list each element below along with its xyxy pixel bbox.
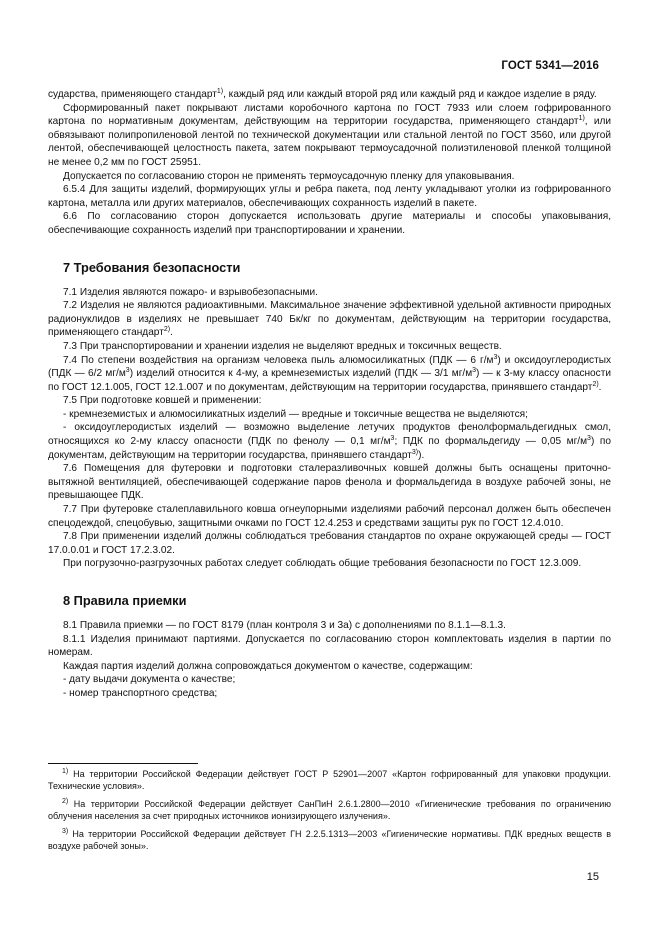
footnote-text: На территории Российской Федерации действует ГОСТ Р 52901—2007 «Картон гофрированный для упаковки продукции. Технические условия». xyxy=(48,769,611,791)
footnote-ref[interactable]: 1) xyxy=(578,115,585,123)
paragraph: Каждая партия изделий должна сопровождаться документом о качестве, содержащим: xyxy=(63,660,473,672)
clause-7-3: 7.3 При транспортировании и хранении изделия не выделяют вредных и токсичных веществ. xyxy=(63,340,502,352)
text-span: ) и оксидоуглеродистых (ПДК — 6/2 мг/м xyxy=(48,354,611,380)
clause-7-5: 7.5 При подготовке ковшей и применении: xyxy=(63,395,262,407)
list-item xyxy=(48,421,611,462)
text-span: , или обвязывают полипропиленовой лентой по технической документации или стальной лентой по ГОСТ 3560, или другой лентой, обеспечивающей целостность пакета, затем покрывают термоусадочной полиэтиленовой пленкой толщиной не менее 0,2 мм по ГОСТ 25951. xyxy=(48,116,611,168)
footnote-divider xyxy=(48,763,198,764)
clause-8-1: 8.1 Правила приемки — по ГОСТ 8179 (план контроля 3 и 3а) с дополнениями по 8.1.1—8.1.3. xyxy=(63,620,506,631)
clause-6-5-4: 6.5.4 Для защиты изделий, формирующих углы и ребра пакета, под ленту укладывают уголки из гофрированного картона, металла или других материалов, обеспечивающих сохранность изделий в пакете. xyxy=(48,184,611,209)
paragraph-continuation xyxy=(48,88,611,102)
footnote-2 xyxy=(48,798,611,822)
list-item: - кремнеземистых и алюмосиликатных изделий — вредные и токсичные вещества не выделяются; xyxy=(63,408,528,420)
superscript: 3 xyxy=(125,367,130,375)
footnote-3 xyxy=(48,828,611,852)
text-span: сударства, применяющего стандарт xyxy=(48,89,217,100)
text-span: ) изделий относится к 4-му, а кремнеземистых изделий (ПДК — 3/1 мг/м xyxy=(129,368,473,380)
section-8-title: 8 Правила приемки xyxy=(63,593,187,608)
text-span: 7.4 По степени воздействия на организм человека пыль алюмосиликатных (ПДК — 6 г/м xyxy=(63,354,494,366)
footnote-text: На территории Российской Федерации действует ГН 2.2.5.1313—2003 «Гигиенические нормативы. ПДК вредных веществ в воздухе рабочей зоны». xyxy=(48,829,611,851)
standard-code-header: ГОСТ 5341—2016 xyxy=(501,60,599,72)
text-span: ; ПДК по формальдегиду — 0,05 мг/м xyxy=(394,436,588,448)
clause-8-1-1: 8.1.1 Изделия принимают партиями. Допускается по согласованию сторон комплектовать изделия в партии по номерам. xyxy=(48,633,611,659)
footnotes xyxy=(48,768,611,858)
text-span: Сформированный пакет покрывают листами коробочного картона по ГОСТ 7933 или слоем гофрированного картона по нормативным документам, действующим на территории государства, применяющего стандарт xyxy=(48,102,611,128)
clause-7-7: 7.7 При футеровке сталеплавильного ковша огнеупорными изделиями рабочий персонал должен быть обеспечен спецодеждой, спецобувью, защитными очками по ГОСТ 12.4.253 и средствами защиты рук по ГОСТ 12.4.010. xyxy=(48,504,611,529)
main-text xyxy=(48,88,611,701)
footnote-ref[interactable]: 3) xyxy=(411,448,419,456)
text-span: 7.2 Изделия не являются радиоактивными. Максимальное значение эффективной удельной активности природных радионуклидов в изделиях не превышает 740 Бк/кг по документам, действующим на территории государства, применяющего стандарт xyxy=(48,300,611,339)
footnote-ref[interactable]: 2) xyxy=(163,326,171,334)
paragraph: Допускается по согласованию сторон не применять термоусадочную пленку для упаковывания. xyxy=(63,170,515,182)
footnote-1 xyxy=(48,768,611,792)
superscript: 3 xyxy=(472,367,477,375)
clause-7-4 xyxy=(48,354,611,395)
paragraph: При погрузочно-разгрузочных работах следует соблюдать общие требования безопасности по ГОСТ 12.3.009. xyxy=(63,558,582,570)
page-number: 15 xyxy=(586,871,599,883)
section-7-title: 7 Требования безопасности xyxy=(63,259,241,275)
footnote-ref[interactable]: 1) xyxy=(216,88,224,95)
footnote-mark: 1) xyxy=(62,768,69,775)
clause-6-6: 6.6 По согласованию сторон допускается использовать другие материалы и способы упаковывания, обеспечивающие сохранность изделий при транспортировании и хранении. xyxy=(48,211,611,236)
text-span: . xyxy=(170,327,173,339)
footnote-text: На территории Российской Федерации действует СанПиН 2.6.1.2800—2010 «Гигиенические требования по ограничению облучения населения за счет природных источников ионизирующего излучения». xyxy=(48,799,611,821)
superscript: 3 xyxy=(390,435,395,443)
superscript: 3 xyxy=(493,353,498,361)
text-span: ). xyxy=(418,449,425,461)
paragraph xyxy=(48,102,611,170)
text-span: ) по документам, действующим на территории государства, принявшего стандарт xyxy=(48,436,612,461)
list-item: - дату выдачи документа о качестве; xyxy=(63,674,236,686)
list-item: - номер транспортного средства; xyxy=(63,687,218,699)
text-span: . xyxy=(598,381,602,393)
superscript: 3 xyxy=(587,435,591,443)
clause-7-1: 7.1 Изделия являются пожаро- и взрывобезопасными. xyxy=(63,286,318,298)
clause-7-8: 7.8 При применении изделий должны соблюдаться требования стандартов по охране окружающей среды — ГОСТ 17.0.0.01 и ГОСТ 17.2.3.02. xyxy=(48,531,611,556)
text-span: - оксидоуглеродистых изделий — возможно выделение летучих продуктов фенолформальдегидных смол, относящихся ко 2-му классу опасности (ПДК по фенолу — 0,1 мг/м xyxy=(48,422,611,448)
clause-7-6: 7.6 Помещения для футеровки и подготовки сталеразливочных ковшей должны быть оснащены приточно-вытяжной вентиляцией, обеспечивающей содержание паров фенола и формальдегида в воздухе рабочей зоны, не превышающее ПДК. xyxy=(48,463,611,502)
clause-7-2 xyxy=(48,299,611,340)
text-span: , каждый ряд или каждый второй ряд или каждый ряд и каждое изделие в ряду. xyxy=(223,89,597,100)
footnote-mark: 3) xyxy=(62,828,69,835)
footnote-mark: 2) xyxy=(62,798,69,805)
footnote-ref[interactable]: 2) xyxy=(592,380,599,388)
text-span: ) — к 3-му классу опасности по ГОСТ 12.1.005, ГОСТ 12.1.007 и по документам, действующим на территории государства, принявшего стандарт xyxy=(48,368,611,393)
